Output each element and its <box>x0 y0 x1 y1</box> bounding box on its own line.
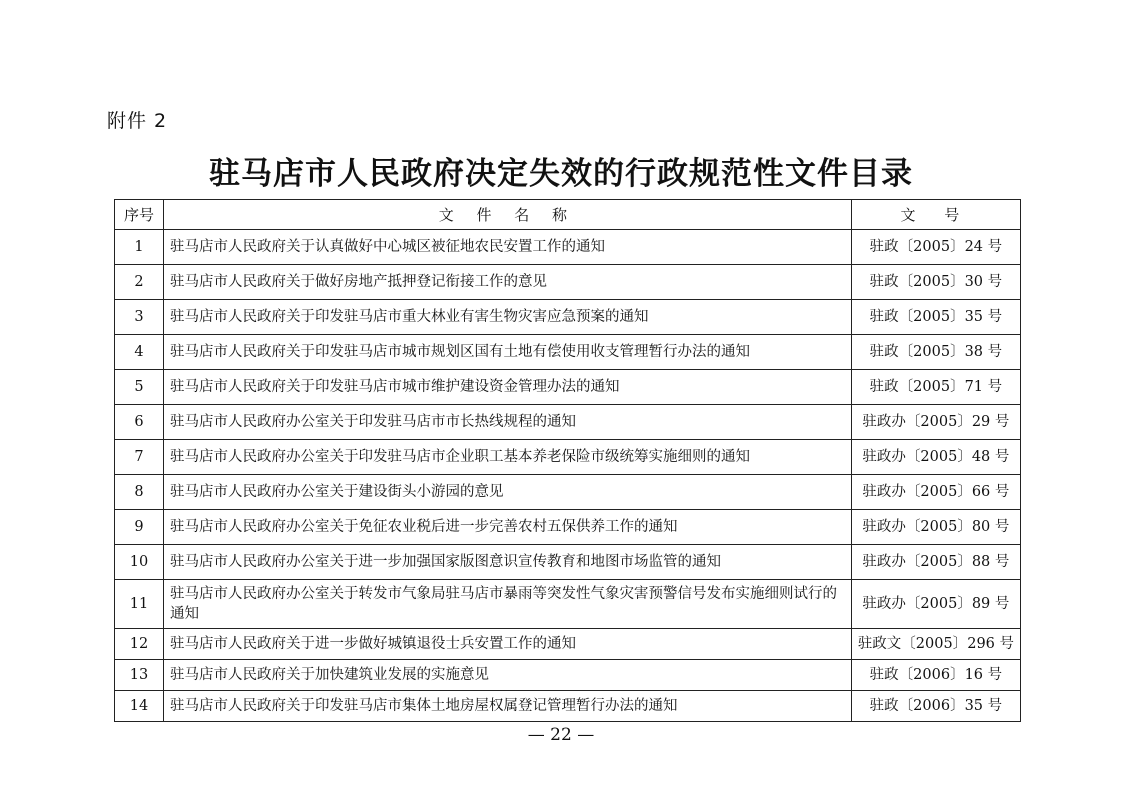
page-number: — 22 — <box>527 725 595 745</box>
row-index: 4 <box>115 335 164 370</box>
row-document-code: 驻政办〔2005〕80 号 <box>851 510 1020 545</box>
document-list-table <box>114 199 1021 722</box>
row-document-name: 驻马店市人民政府办公室关于进一步加强国家版图意识宣传教育和地图市场监管的通知 <box>164 545 852 580</box>
row-index: 10 <box>115 545 164 580</box>
row-document-code: 驻政〔2006〕35 号 <box>851 691 1020 722</box>
row-document-code: 驻政〔2005〕38 号 <box>851 335 1020 370</box>
table-header-row <box>115 200 1021 230</box>
row-document-code: 驻政〔2005〕35 号 <box>851 300 1020 335</box>
row-document-name: 驻马店市人民政府办公室关于免征农业税后进一步完善农村五保供养工作的通知 <box>164 510 852 545</box>
row-document-code: 驻政〔2005〕24 号 <box>851 230 1020 265</box>
row-document-name: 驻马店市人民政府办公室关于转发市气象局驻马店市暴雨等突发性气象灾害预警信号发布实施细则试行的通知 <box>164 580 852 629</box>
row-index: 13 <box>115 660 164 691</box>
row-document-code: 驻政〔2006〕16 号 <box>851 660 1020 691</box>
row-document-name: 驻马店市人民政府关于印发驻马店市集体土地房屋权属登记管理暂行办法的通知 <box>164 691 852 722</box>
row-document-code: 驻政〔2005〕71 号 <box>851 370 1020 405</box>
row-document-name: 驻马店市人民政府关于做好房地产抵押登记衔接工作的意见 <box>164 265 852 300</box>
table-row <box>115 335 1021 370</box>
document-title: 驻马店市人民政府决定失效的行政规范性文件目录 <box>209 156 913 192</box>
table-row <box>115 370 1021 405</box>
table-row <box>115 230 1021 265</box>
row-document-name: 驻马店市人民政府关于认真做好中心城区被征地农民安置工作的通知 <box>164 230 852 265</box>
row-document-code: 驻政办〔2005〕89 号 <box>851 580 1020 629</box>
row-document-code: 驻政办〔2005〕66 号 <box>851 475 1020 510</box>
table-row <box>115 691 1021 722</box>
row-document-name: 驻马店市人民政府关于印发驻马店市城市规划区国有土地有偿使用收支管理暂行办法的通知 <box>164 335 852 370</box>
table-row <box>115 265 1021 300</box>
table-row <box>115 660 1021 691</box>
row-index: 6 <box>115 405 164 440</box>
table-row <box>115 440 1021 475</box>
row-index: 11 <box>115 580 164 629</box>
row-index: 14 <box>115 691 164 722</box>
table-row <box>115 629 1021 660</box>
table-row <box>115 300 1021 335</box>
table-row <box>115 405 1021 440</box>
row-document-name: 驻马店市人民政府关于进一步做好城镇退役士兵安置工作的通知 <box>164 629 852 660</box>
row-index: 1 <box>115 230 164 265</box>
row-document-name: 驻马店市人民政府办公室关于印发驻马店市企业职工基本养老保险市级统筹实施细则的通知 <box>164 440 852 475</box>
row-document-name: 驻马店市人民政府关于印发驻马店市重大林业有害生物灾害应急预案的通知 <box>164 300 852 335</box>
row-document-name: 驻马店市人民政府办公室关于建设街头小游园的意见 <box>164 475 852 510</box>
row-document-code: 驻政办〔2005〕29 号 <box>851 405 1020 440</box>
row-index: 2 <box>115 265 164 300</box>
header-document-code: 文 号 <box>851 200 1020 230</box>
row-index: 7 <box>115 440 164 475</box>
table-row <box>115 580 1021 629</box>
row-document-name: 驻马店市人民政府办公室关于印发驻马店市市长热线规程的通知 <box>164 405 852 440</box>
row-document-name: 驻马店市人民政府关于加快建筑业发展的实施意见 <box>164 660 852 691</box>
table-row <box>115 475 1021 510</box>
table-row <box>115 545 1021 580</box>
row-index: 9 <box>115 510 164 545</box>
row-index: 5 <box>115 370 164 405</box>
row-document-code: 驻政〔2005〕30 号 <box>851 265 1020 300</box>
header-index: 序号 <box>115 200 164 230</box>
table-row <box>115 510 1021 545</box>
attachment-label: 附件 2 <box>107 110 168 132</box>
row-index: 12 <box>115 629 164 660</box>
row-index: 3 <box>115 300 164 335</box>
row-document-name: 驻马店市人民政府关于印发驻马店市城市维护建设资金管理办法的通知 <box>164 370 852 405</box>
row-index: 8 <box>115 475 164 510</box>
row-document-code: 驻政办〔2005〕88 号 <box>851 545 1020 580</box>
row-document-code: 驻政文〔2005〕296 号 <box>851 629 1020 660</box>
row-document-code: 驻政办〔2005〕48 号 <box>851 440 1020 475</box>
header-document-name: 文 件 名 称 <box>164 200 852 230</box>
